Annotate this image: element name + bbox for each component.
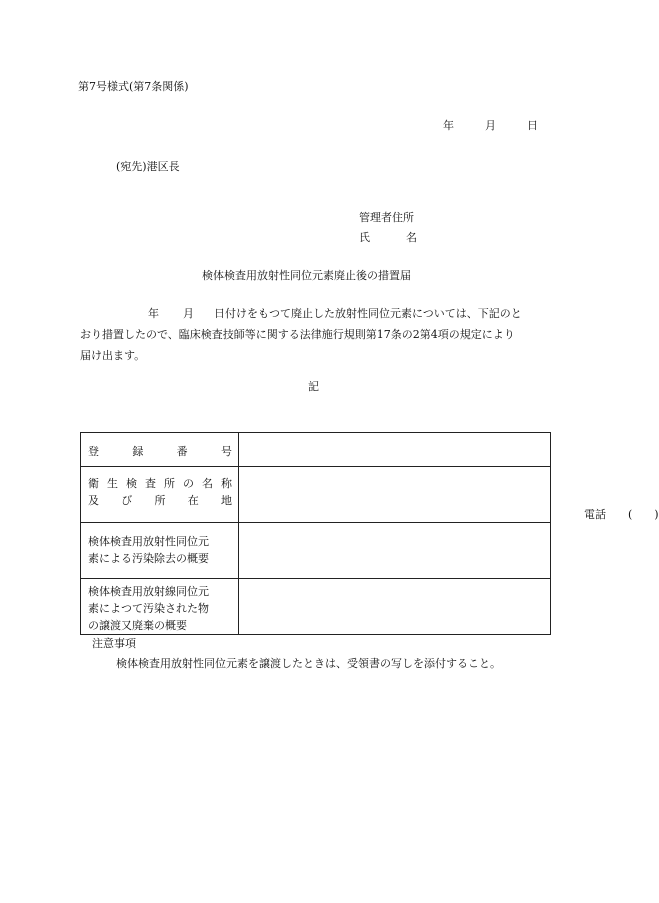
facility-label: 衛 生 検 査 所 の 名 称 及 び 所 在 地: [81, 467, 239, 523]
manager-name-char-1: 氏: [359, 231, 370, 244]
date-year: 年: [443, 119, 454, 132]
notes-heading: 注意事項: [92, 637, 136, 650]
reg-number-label: 登 録 番 号: [81, 433, 239, 467]
phone-label: 電話: [584, 508, 606, 521]
notes-text: 検体検査用放射性同位元素を譲渡したときは、受領書の写しを添付すること。: [116, 657, 501, 670]
manager-name-char-2: 名: [406, 231, 417, 244]
transfer-label: 検体検査用放射線同位元 素によつて汚染された物 の譲渡又廃棄の概要: [81, 579, 239, 635]
table-row: [81, 433, 551, 467]
transfer-value[interactable]: [239, 579, 551, 635]
body-line3: 届け出ます。: [80, 349, 146, 362]
facility-value[interactable]: [239, 467, 659, 523]
date-line: [443, 120, 538, 131]
body-year: 年: [148, 307, 159, 320]
decontamination-label: 検体検査用放射性同位元 素による汚染除去の概要: [81, 523, 239, 579]
body-month: 月: [183, 307, 194, 320]
body-paragraph: [80, 303, 550, 366]
phone-field: [584, 509, 659, 520]
table-row: [81, 523, 551, 579]
manager-address-label: 管理者住所: [359, 211, 414, 224]
body-line2: おり措置したので、臨床検査技師等に関する法律施行規則第17条の2第4項の規定により: [80, 328, 515, 341]
reg-number-value[interactable]: [239, 433, 551, 467]
registration-table: [80, 432, 659, 635]
date-day: 日: [527, 119, 538, 132]
document-title: 検体検査用放射性同位元素廃止後の措置届: [202, 269, 411, 282]
phone-paren: ( ): [628, 508, 659, 521]
addressee: (宛先)港区長: [116, 160, 180, 173]
table-row: [81, 579, 551, 635]
ki-heading: 記: [308, 380, 319, 393]
table-row: [81, 467, 551, 523]
form-number: 第7号様式(第7条関係): [78, 80, 189, 93]
body-line1: 日付けをもつて廃止した放射性同位元素については、下記のと: [214, 307, 522, 320]
date-month: 月: [485, 119, 496, 132]
decontamination-value[interactable]: [239, 523, 551, 579]
manager-name-label: [359, 232, 417, 243]
